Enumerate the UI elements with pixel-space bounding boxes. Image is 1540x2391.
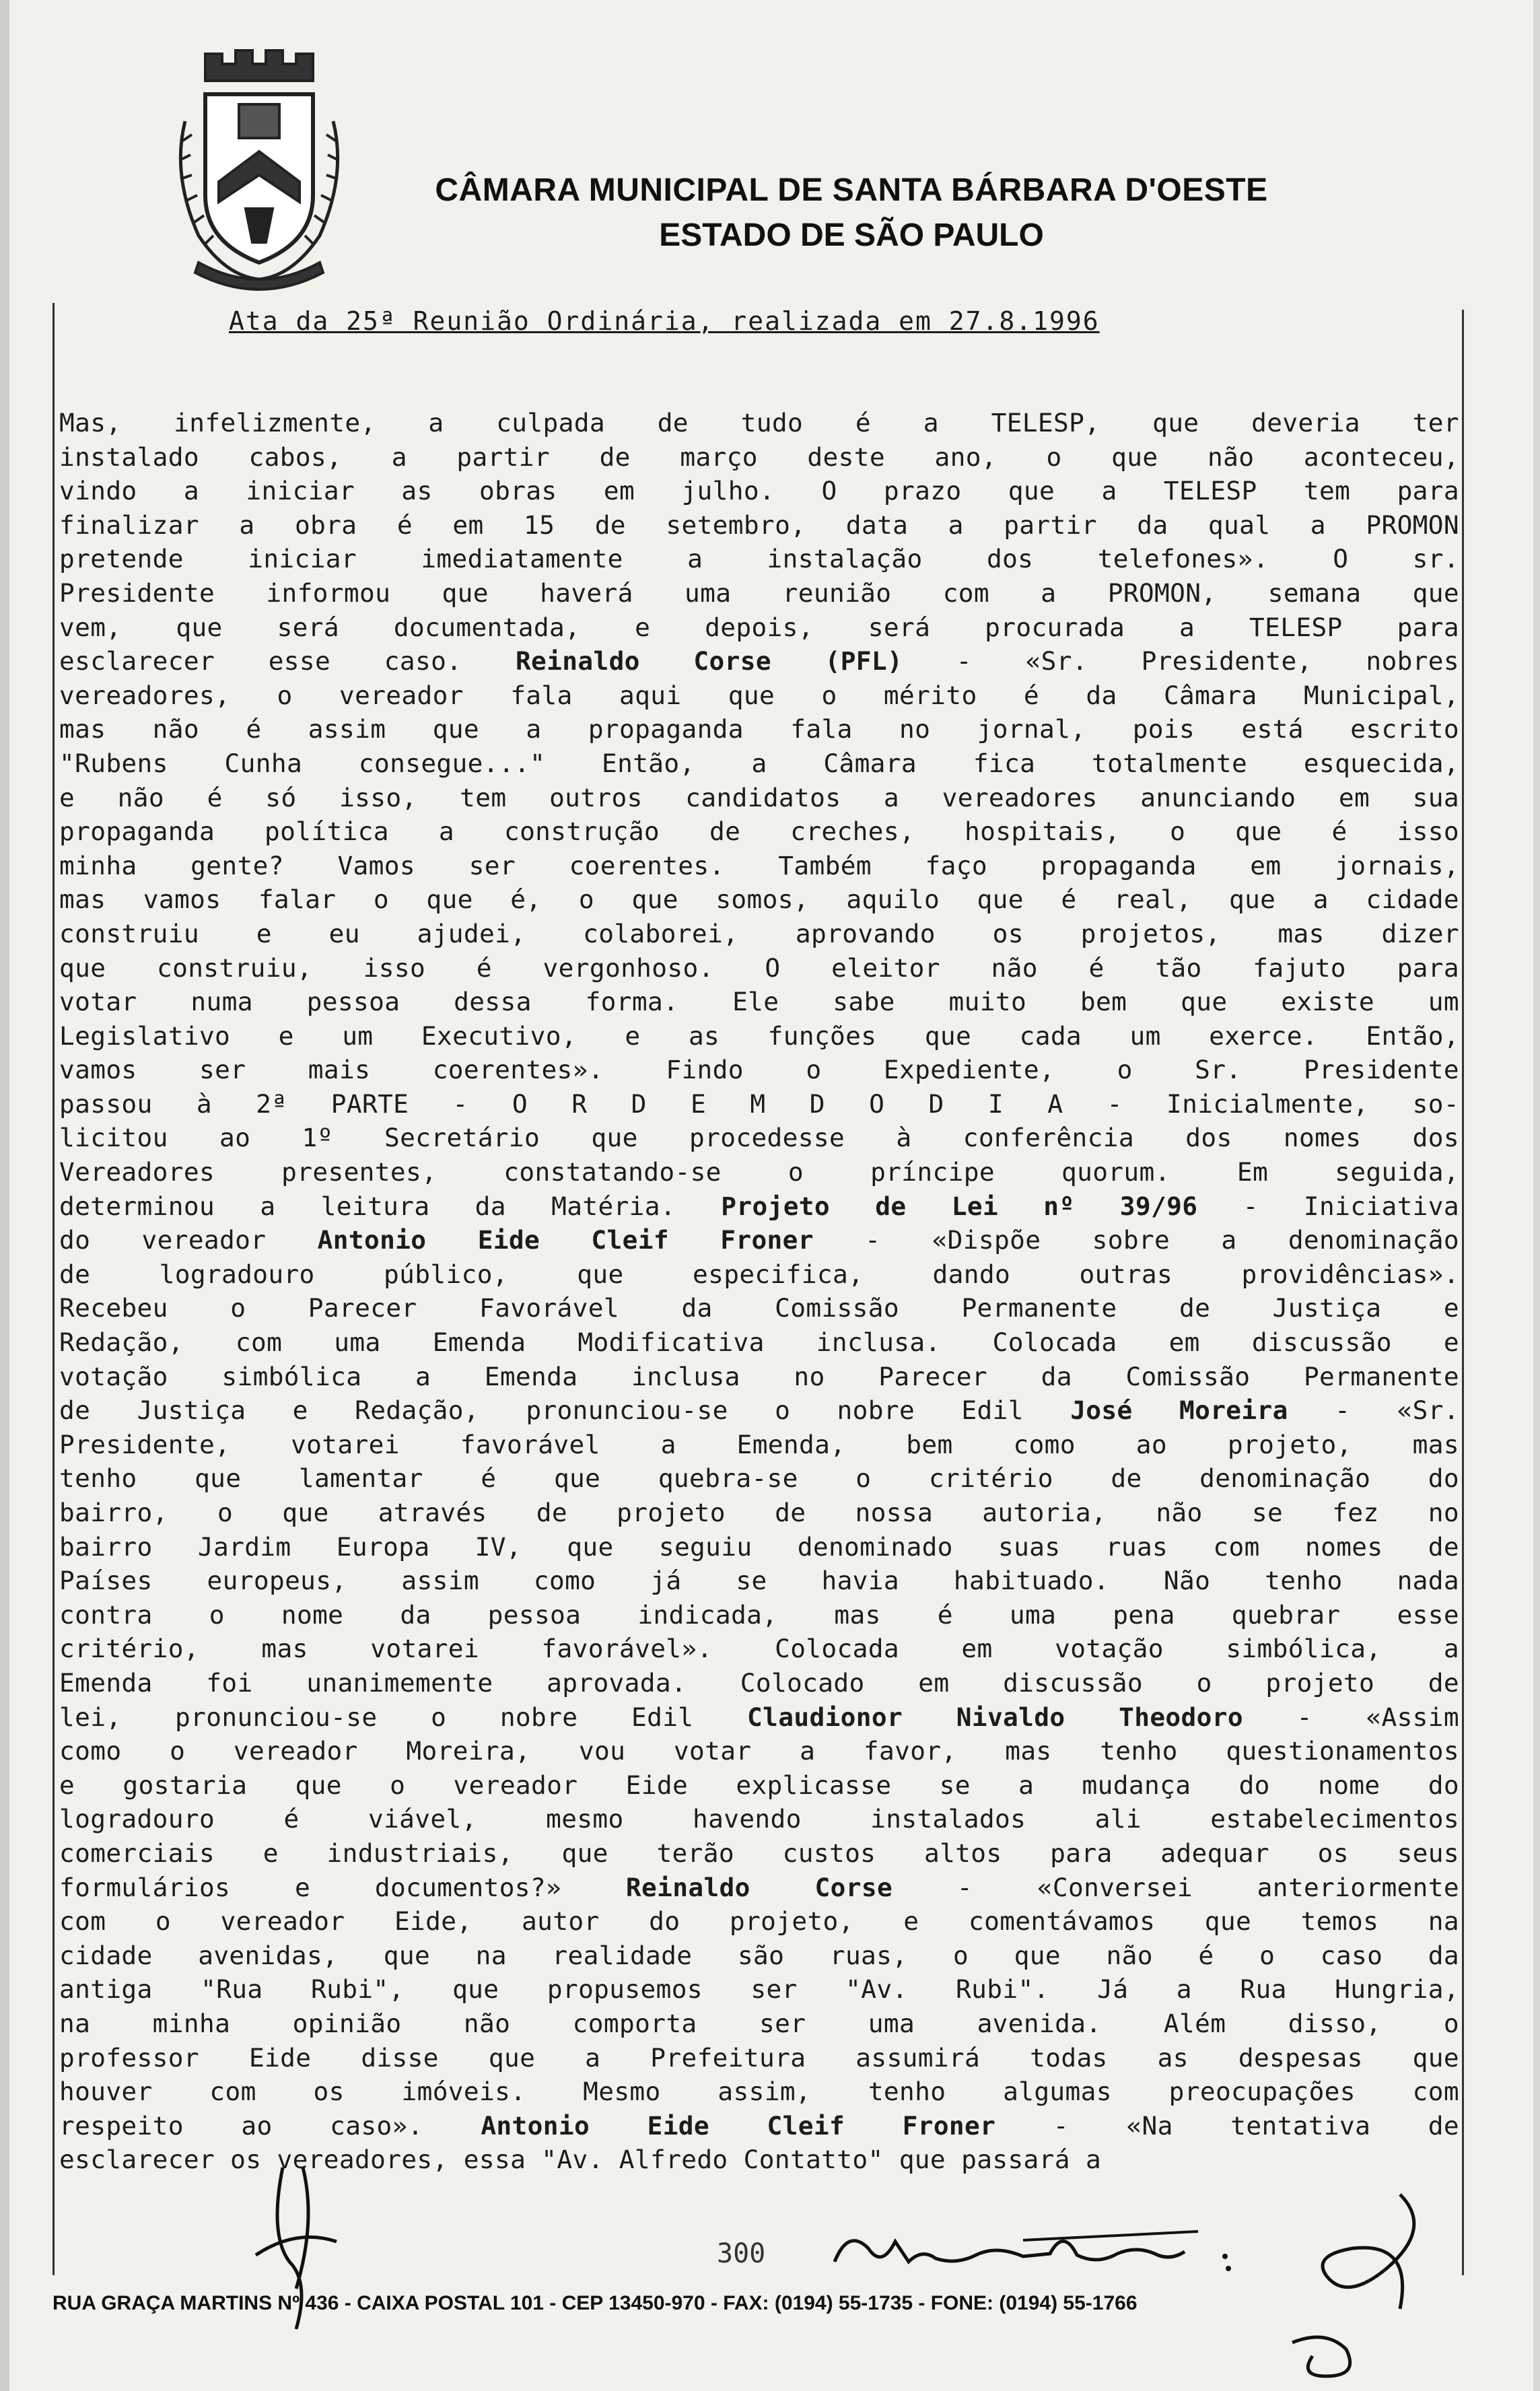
page-frame-left [53,303,55,2275]
body-line: de Justiça e Redação, pronunciou-se o nobre Edil José Moreira - «Sr. [59,1395,1459,1426]
body-line: e não é só isso, tem outros candidatos a vereadores anunciando em sua [59,782,1459,812]
body-line: professor Eide disse que a Prefeitura assumirá todas as despesas que [59,2042,1459,2073]
municipal-coat-of-arms-icon [158,40,360,296]
body-line: Mas, infelizmente, a culpada de tudo é a TELESP, que deveria ter [59,408,1459,438]
handwritten-signature [821,2215,1292,2282]
body-line: como o vereador Moreira, vou votar a favor, mas tenho questionamentos [59,1736,1459,1766]
body-line: do vereador Antonio Eide Cleif Froner - «Dispõe sobre a denominação [59,1225,1459,1255]
scan-edge-left [0,0,9,2391]
institution-state: ESTADO DE SÃO PAULO [659,217,1044,253]
body-line: com o vereador Eide, autor do projeto, e comentávamos que temos na [59,1906,1459,1937]
body-line: vereadores, o vereador fala aqui que o mérito é da Câmara Municipal, [59,680,1459,710]
body-line: logradouro é viável, mesmo havendo instalados ali estabelecimentos [59,1804,1459,1834]
body-line: e gostaria que o vereador Eide explicasse se a mudança do nome do [59,1770,1459,1800]
minutes-body [59,406,1459,2177]
body-line: Presidente informou que haverá uma reunião com a PROMON, semana que [59,578,1459,608]
body-line: determinou a leitura da Matéria. Projeto de Lei nº 39/96 - Iniciativa [59,1191,1459,1221]
initials-rubric-left [242,2154,350,2356]
footer-address: RUA GRAÇA MARTINS Nº 436 - CAIXA POSTAL 101 - CEP 13450-970 - FAX: (0194) 55-1735 - FONE: (0194) 55-1766 [53,2292,1138,2314]
body-line: respeito ao caso». Antonio Eide Cleif Froner - «Na tentativa de [59,2110,1459,2141]
body-line: critério, mas votarei favorável». Colocada em votação simbólica, a [59,1634,1459,1664]
institution-header [363,172,1339,254]
body-line: tenho que lamentar é que quebra-se o critério de denominação do [59,1463,1459,1494]
body-line: vamos ser mais coerentes». Findo o Expediente, o Sr. Presidente [59,1055,1459,1085]
document-title: Ata da 25ª Reunião Ordinária, realizada em 27.8.1996 [229,306,1100,336]
page-frame-right [1462,310,1464,2275]
body-line: bairro Jardim Europa IV, que seguiu denominado suas ruas com nomes de [59,1531,1459,1562]
body-line: licitou ao 1º Secretário que procedesse à conferência dos nomes dos [59,1123,1459,1153]
body-line: antiga "Rua Rubi", que propusemos ser "Av. Rubi". Já a Rua Hungria, [59,1974,1459,2005]
body-line: Redação, com uma Emenda Modificativa inclusa. Colocada em discussão e [59,1327,1459,1358]
body-line: pretende iniciar imediatamente a instalação dos telefones». O sr. [59,544,1459,574]
body-line: Emenda foi unanimemente aprovada. Colocado em discussão o projeto de [59,1667,1459,1698]
body-line: vindo a iniciar as obras em julho. O prazo que a TELESP tem para [59,476,1459,506]
body-line: passou à 2ª PARTE - O R D E M D O D I A - Inicialmente, so- [59,1088,1459,1119]
body-line: "Rubens Cunha consegue..." Então, a Câmara fica totalmente esquecida, [59,748,1459,778]
body-line: mas não é assim que a propaganda fala no jornal, pois está escrito [59,714,1459,744]
initials-rubric-right [1265,2174,1454,2390]
body-line: minha gente? Vamos ser coerentes. Também faço propaganda em jornais, [59,850,1459,880]
body-line: Vereadores presentes, constatando-se o príncipe quorum. Em seguida, [59,1157,1459,1187]
body-line: na minha opinião não comporta ser uma avenida. Além disso, o [59,2008,1459,2038]
page-number: 300 [717,2238,766,2269]
body-line: propaganda política a construção de creches, hospitais, o que é isso [59,817,1459,847]
body-line: Legislativo e um Executivo, e as funções que cada um exerce. Então, [59,1020,1459,1051]
body-line: cidade avenidas, que na realidade são ruas, o que não é o caso da [59,1940,1459,1970]
institution-name: CÂMARA MUNICIPAL DE SANTA BÁRBARA D'OESTE [435,172,1268,208]
body-line: votação simbólica a Emenda inclusa no Parecer da Comissão Permanente [59,1361,1459,1391]
body-line: Presidente, votarei favorável a Emenda, bem como ao projeto, mas [59,1429,1459,1459]
scan-edge-right [1533,0,1540,2391]
body-line: bairro, o que através de projeto de nossa autoria, não se fez no [59,1498,1459,1527]
body-line: lei, pronunciou-se o nobre Edil Claudionor Nivaldo Theodoro - «Assim [59,1702,1459,1732]
body-line: comerciais e industriais, que terão custos altos para adequar os seus [59,1838,1459,1868]
body-line: esclarecer os vereadores, essa "Av. Alfredo Contatto" que passará a [59,2145,1102,2175]
body-line: vem, que será documentada, e depois, será procurada a TELESP para [59,612,1459,642]
body-line: esclarecer esse caso. Reinaldo Corse (PFL) - «Sr. Presidente, nobres [59,646,1459,677]
body-line: formulários e documentos?» Reinaldo Corse - «Conversei anteriormente [59,1872,1459,1902]
body-line: houver com os imóveis. Mesmo assim, tenho algumas preocupações com [59,2077,1459,2107]
body-line: mas vamos falar o que é, o que somos, aquilo que é real, que a cidade [59,885,1459,915]
body-line: construiu e eu ajudei, colaborei, aprovando os projetos, mas dizer [59,918,1459,948]
body-line: que construiu, isso é vergonhoso. O eleitor não é tão fajuto para [59,952,1459,983]
body-line: Países europeus, assim como já se havia habituado. Não tenho nada [59,1566,1459,1596]
body-line: instalado cabos, a partir de março deste ano, o que não aconteceu, [59,442,1459,472]
body-line: finalizar a obra é em 15 de setembro, data a partir da qual a PROMON [59,510,1459,540]
body-line: de logradouro público, que especifica, dando outras providências». [59,1259,1459,1289]
body-line: votar numa pessoa dessa forma. Ele sabe muito bem que existe um [59,987,1459,1017]
body-line: contra o nome da pessoa indicada, mas é uma pena quebrar esse [59,1599,1459,1630]
body-line: Recebeu o Parecer Favorável da Comissão Permanente de Justiça e [59,1293,1459,1323]
